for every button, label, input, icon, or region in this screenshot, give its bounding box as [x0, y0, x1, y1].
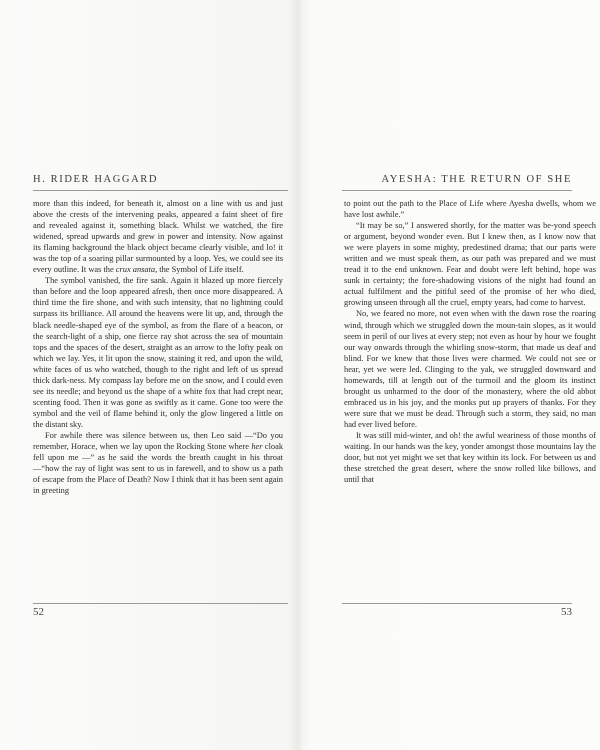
paragraph: [344, 430, 596, 485]
text-run: “It may be so,” I answered shortly, for the matter was be-yond speech or argument, beyond wonder even. But I knew then, as I know now that we were players in some mighty, predestined drama; that our parts were written and we must speak them, as our path was prepared and we must tread it to the end unknown. Fear and doubt were left behind, hope was sunk in certainty; the fore-shadowing visions of the night had found an actual fulfilment and the pitiful seed of the promise of her who died, growing unseen through all the cruel, empty years, had come to harvest.: [344, 221, 596, 308]
paragraph: [344, 308, 596, 430]
text-run: , the Symbol of Life itself.: [155, 265, 244, 275]
paragraph: [33, 275, 283, 430]
page-number-right: 53: [561, 606, 572, 618]
text-run: to point out the path to the Place of Life where Ayesha dwells, whom we have lost awhile.”: [344, 199, 596, 220]
paragraph: [33, 198, 283, 275]
text-run: cloak fell upon me —” as he said the words the breath caught in his throat —“how the ray of light was sent to us in farewell, and to show us a path of escape from the Place of Death? Now I think that it has been sent again in greeting: [33, 442, 284, 496]
text-run: more than this indeed, for beneath it, almost on a line with us and just above the crests of the intervening peaks, appeared a faint sheet of fire and revealed against it, something black. Whilst we watched, the fire widened, spread upwards and grew in power and intensity. Now against its flaming background the black object became clearly visible, and lo! it was the top of a soaring pillar surmounted by a loop. Yes, we could see its every outline. It was the: [33, 199, 283, 275]
italic-text: her: [251, 442, 263, 452]
paragraph: [344, 198, 596, 220]
text-run: The symbol vanished, the fire sank. Again it blazed up more fiercely than before and the loop appeared afresh, then once more disappeared. A third time the fire shone, and with such intensity, that no lightning could surpass its brilliance. All around the heavens were lit up, and, through the black needle-shaped eye of the symbol, as from the flare of a beacon, or the search-light of a ship, one fierce ray shot across the sea of mountain tops and the spaces of the desert, straight as an arrow to the lofty peak on which we lay. Yes, it lit upon the snow, staining it red, and upon the wild, white faces of us who watched, though to the right and left of us spread thick dark-ness. My compass lay before me on the snow, and I could even see its needle; and beyond us the shape of a white fox that had crept near, scenting food. Then it was gone as swiftly as it came. Gone too were the symbol and the veil of flame behind it, only the glow lingered a little on the distant sky.: [33, 276, 283, 429]
text-run: For awhile there was silence between us, then Leo said —“Do you remember, Horace, when we lay upon the Rocking Stone where: [33, 430, 283, 452]
paragraph: [344, 220, 596, 308]
body-text-left: [33, 198, 283, 496]
right-page: [300, 0, 600, 750]
page-number-left: 52: [33, 606, 44, 618]
text-run: No, we feared no more, not even when with the dawn rose the roaring wind, through which we struggled down the moun-tain slopes, as it would seem in peril of our lives at every step; not even as hour by hour we fought our way onwards through the whirling snow-storm, that made us deaf and blind. For we knew that those lives were charmed. We could not see or hear, yet we were led. Clinging to the yak, we struggled downward and homewards, till at length out of the turmoil and the gloom its instinct brought us unharmed to the door of the monastery, where the old abbot embraced us in his joy, and the monks put up prayers of thanks. For they were sure that we must be dead. Through such a storm, they said, no man had ever lived before.: [344, 309, 596, 429]
paragraph: [33, 430, 283, 496]
italic-text: crux ansata: [115, 265, 156, 275]
body-text-right: [344, 198, 596, 485]
header-rule: [342, 190, 572, 191]
running-head-author: H. RIDER HAGGARD: [33, 174, 159, 185]
header-rule: [33, 190, 288, 191]
text-run: It was still mid-winter, and oh! the awful weariness of those months of waiting. In our hands was the key, yonder amongst those mountains lay the door, but not yet might we set that key within its lock. For between us and these stretched the great desert, where the snow rolled like billows, and until that: [344, 430, 596, 485]
running-head-title: AYESHA: THE RETURN OF SHE: [381, 174, 572, 185]
footer-rule: [342, 603, 572, 604]
footer-rule: [33, 603, 288, 604]
